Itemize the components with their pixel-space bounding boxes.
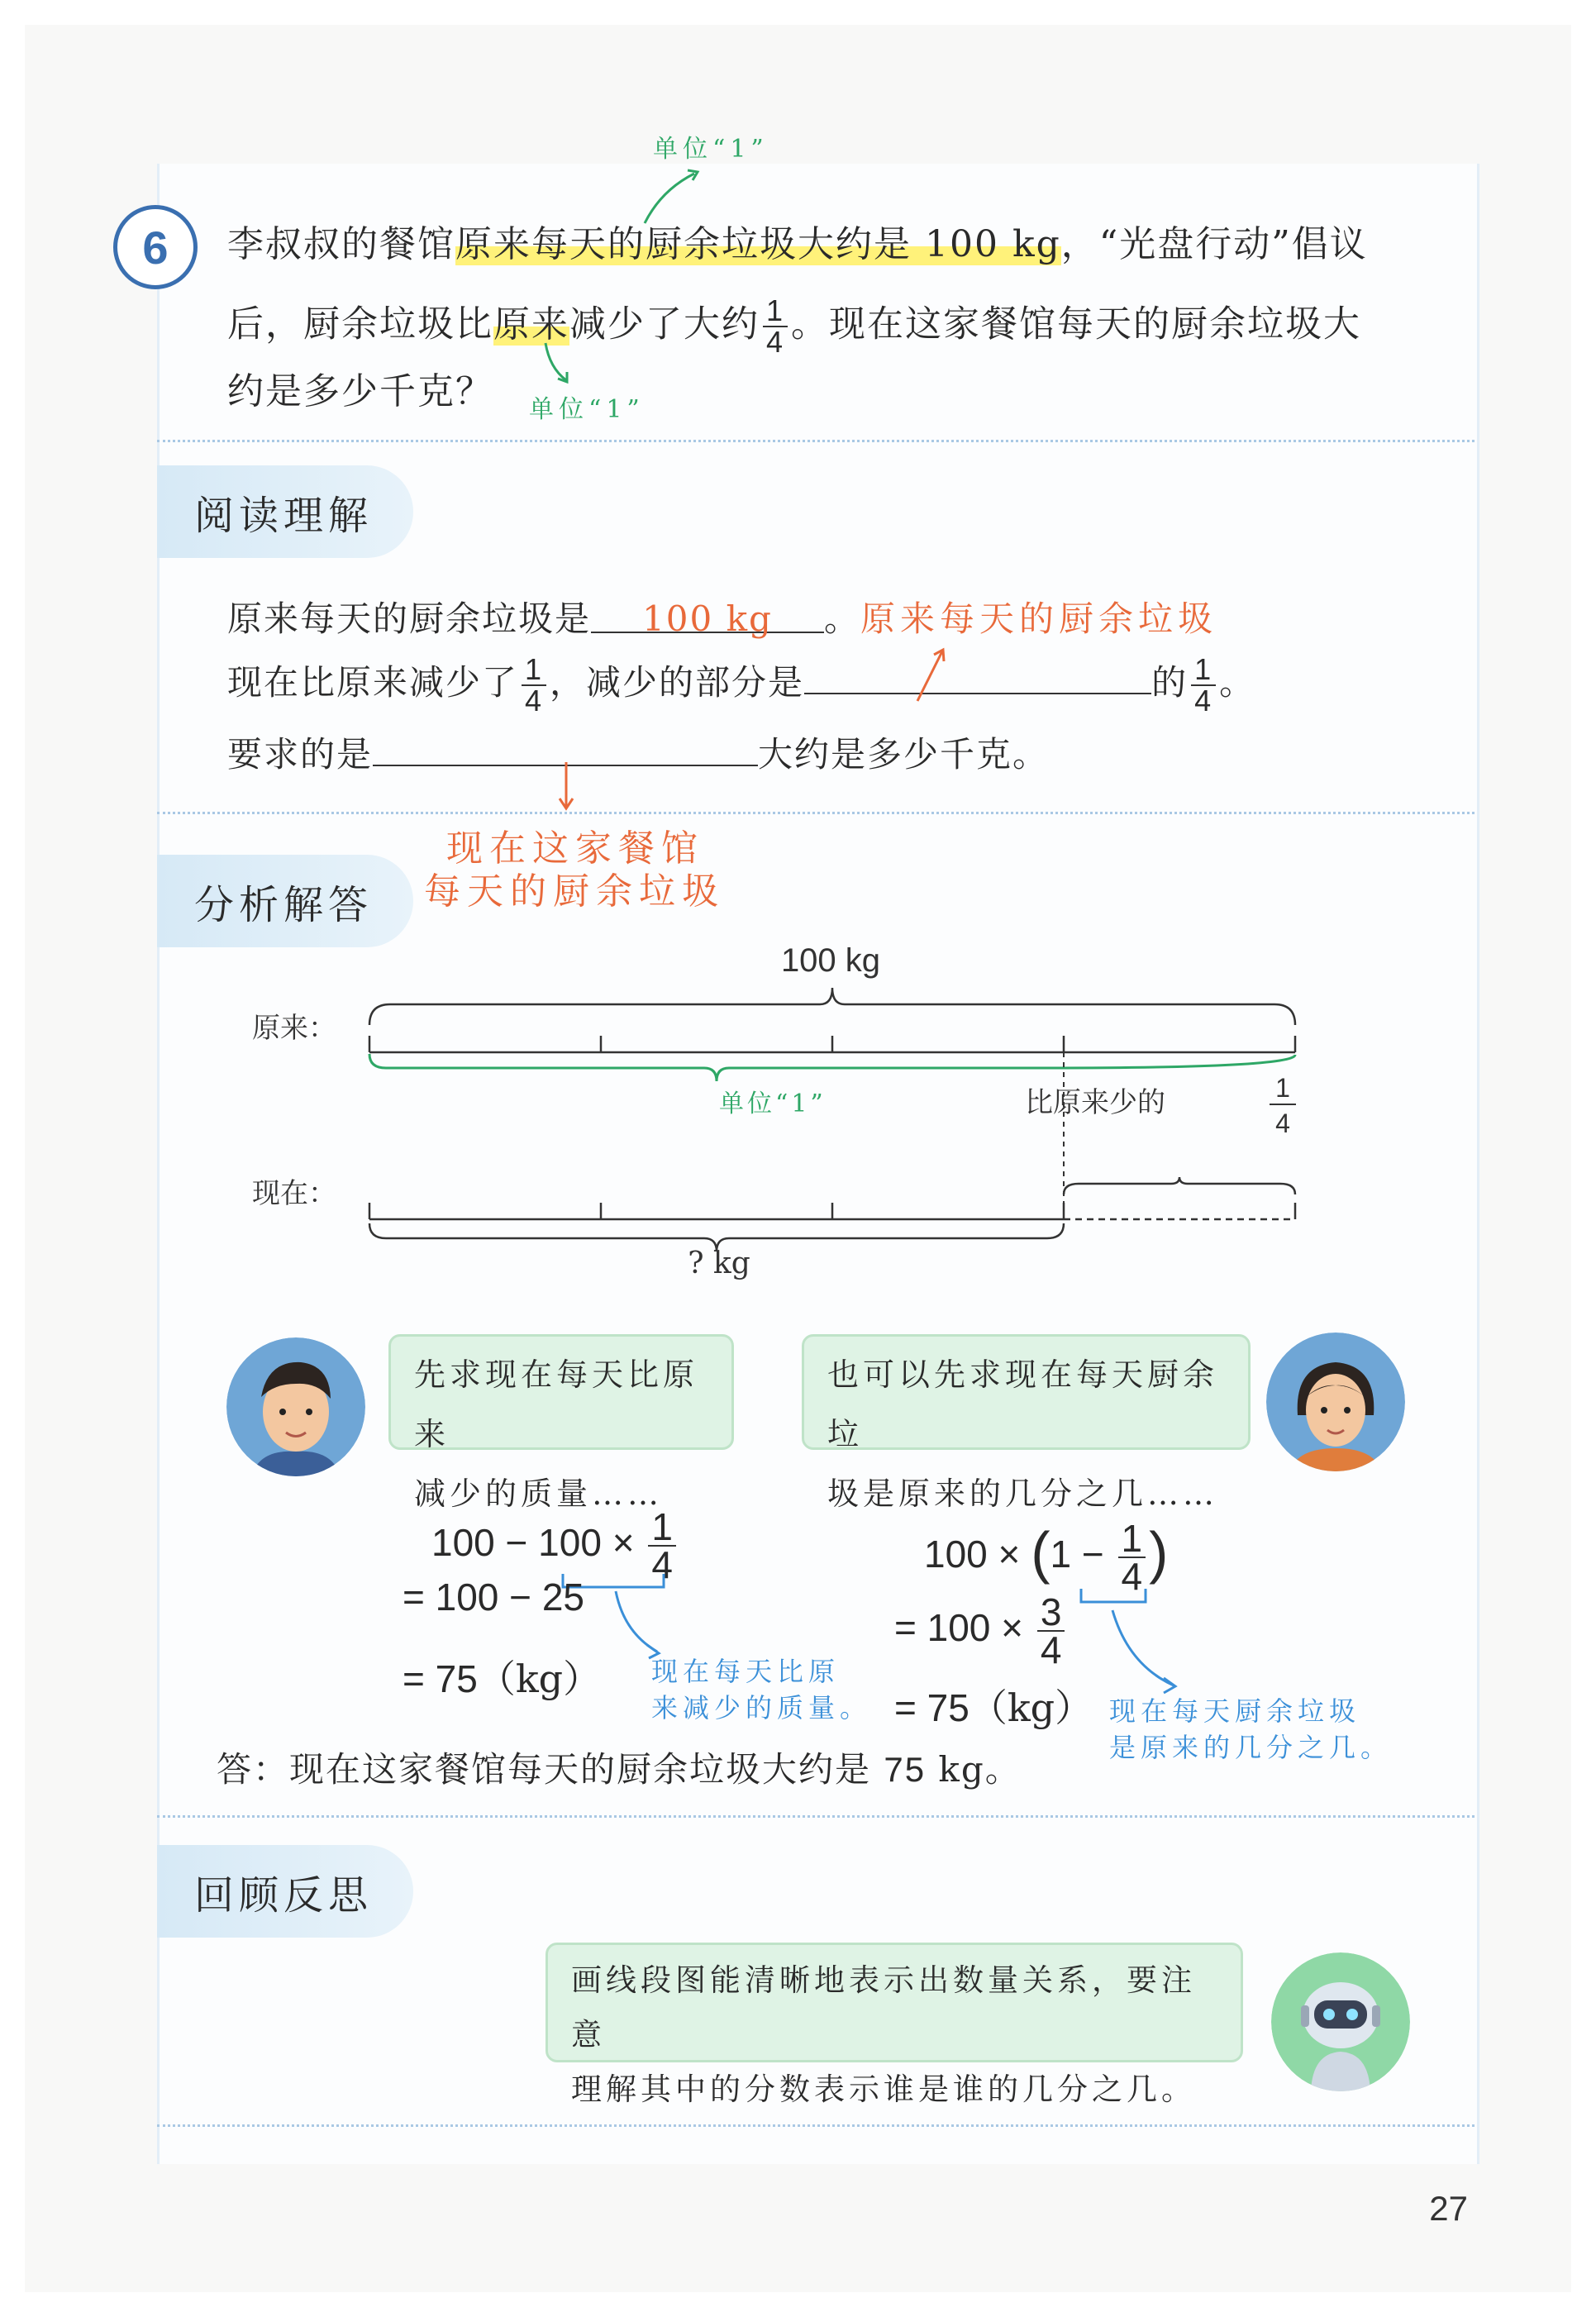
brace-unit-one	[369, 1054, 1295, 1081]
problem-line-2: 后，厨余垃圾比原来减少了大约 $\frac{1}{4}$ 。现在这家餐馆每天的厨余垃圾大	[227, 293, 1362, 359]
diagram-unit-label: 单位“1”	[719, 1089, 827, 1118]
answer-arrow-2	[909, 643, 950, 709]
answer-blank-1: 100 kg	[591, 598, 824, 633]
diagram-fraction-num: 1	[1275, 1073, 1290, 1103]
note-arrow-left	[607, 1587, 665, 1661]
line-segment-diagram	[240, 942, 1339, 1306]
problem-line-1: 李叔叔的餐馆原来每天的厨余垃圾大约是 100 kg，“光盘行动”倡议	[227, 223, 1368, 265]
fraction-quarter: $\frac{1}{4}$	[763, 296, 788, 357]
reading-line-2: 现在比原来减少了 $\frac{1}{4}$ ，减少的部分是 的 $\frac{1}{4}$ 。	[227, 652, 1256, 718]
calc-left-1: 100 − 100 × $\frac{1}{4}$	[431, 1509, 679, 1583]
boy-avatar	[226, 1337, 365, 1476]
diagram-fraction-den: 4	[1275, 1108, 1290, 1138]
answer-note-3-line1: 现在这家餐馆	[446, 827, 704, 870]
diagram-total-label: 100 kg	[780, 942, 881, 979]
robot-speech-bubble: 画线段图能清晰地表示出数量关系，要注意 理解其中的分数表示谁是谁的几分之几。	[545, 1943, 1243, 2062]
problem-line-3: 约是多少千克？	[227, 370, 493, 412]
brace-removed	[1064, 1177, 1295, 1194]
robot-avatar	[1271, 1952, 1410, 2091]
section-reading: 阅读理解	[157, 465, 413, 558]
diagram-now-label: 现在：	[252, 1177, 336, 1210]
answer-statement: 答：现在这家餐馆每天的厨余垃圾大约是 75 kg。	[217, 1749, 1022, 1790]
unit-one-label-inline: 单位“1”	[529, 395, 645, 424]
calc-left-2: = 100 − 25	[403, 1576, 584, 1619]
page-number: 27	[1429, 2189, 1468, 2228]
reading-line-3: 要求的是 大约是多少千克。	[227, 727, 1049, 777]
note-right: 现在每天厨余垃圾 是原来的几分之几。	[1109, 1695, 1393, 1763]
answer-arrow-3	[554, 760, 579, 812]
note-arrow-right	[1108, 1607, 1182, 1698]
section-review: 回顾反思	[157, 1845, 413, 1938]
unit-arrow-inline	[537, 339, 579, 389]
answer-blank-2	[804, 660, 1151, 694]
brace-now	[369, 1223, 1064, 1251]
note-left: 现在每天比原 来减少的质量。	[651, 1656, 872, 1723]
brace-total	[369, 988, 1295, 1025]
divider-2	[157, 812, 1475, 814]
divider-1	[157, 440, 1475, 442]
calc-right-2: = 100 × $\frac{3}{4}$	[894, 1594, 1068, 1668]
diagram-less-label: 比原来少的	[1025, 1086, 1165, 1119]
girl-speech-bubble: 也可以先求现在每天厨余垃 圾是原来的几分之几……	[802, 1334, 1251, 1450]
calc-right-3: = 75（kg）	[894, 1685, 1093, 1730]
reading-line-1: 原来每天的厨余垃圾是 100 kg 。原来每天的厨余垃圾	[227, 598, 1218, 639]
unit-one-label-top: 单位“1”	[653, 135, 769, 164]
question-number-badge: 6	[113, 205, 198, 289]
answer-note-3-line2: 每天的厨余垃圾	[424, 870, 725, 913]
boy-speech-bubble: 先求现在每天比原来 减少的质量……	[388, 1334, 734, 1450]
diagram-original-label: 原来：	[252, 1012, 336, 1045]
answer-note-1: 原来每天的厨余垃圾	[860, 598, 1218, 639]
diagram-unknown-label: ? kg	[688, 1247, 750, 1280]
divider-3	[157, 1815, 1475, 1818]
calc-right-1: 100 × (1 − $\frac{1}{4}$ )	[924, 1516, 1169, 1598]
calc-left-3: = 75（kg）	[403, 1657, 602, 1701]
section-analysis: 分析解答	[157, 855, 413, 947]
girl-avatar	[1266, 1333, 1405, 1471]
divider-4	[157, 2124, 1475, 2127]
